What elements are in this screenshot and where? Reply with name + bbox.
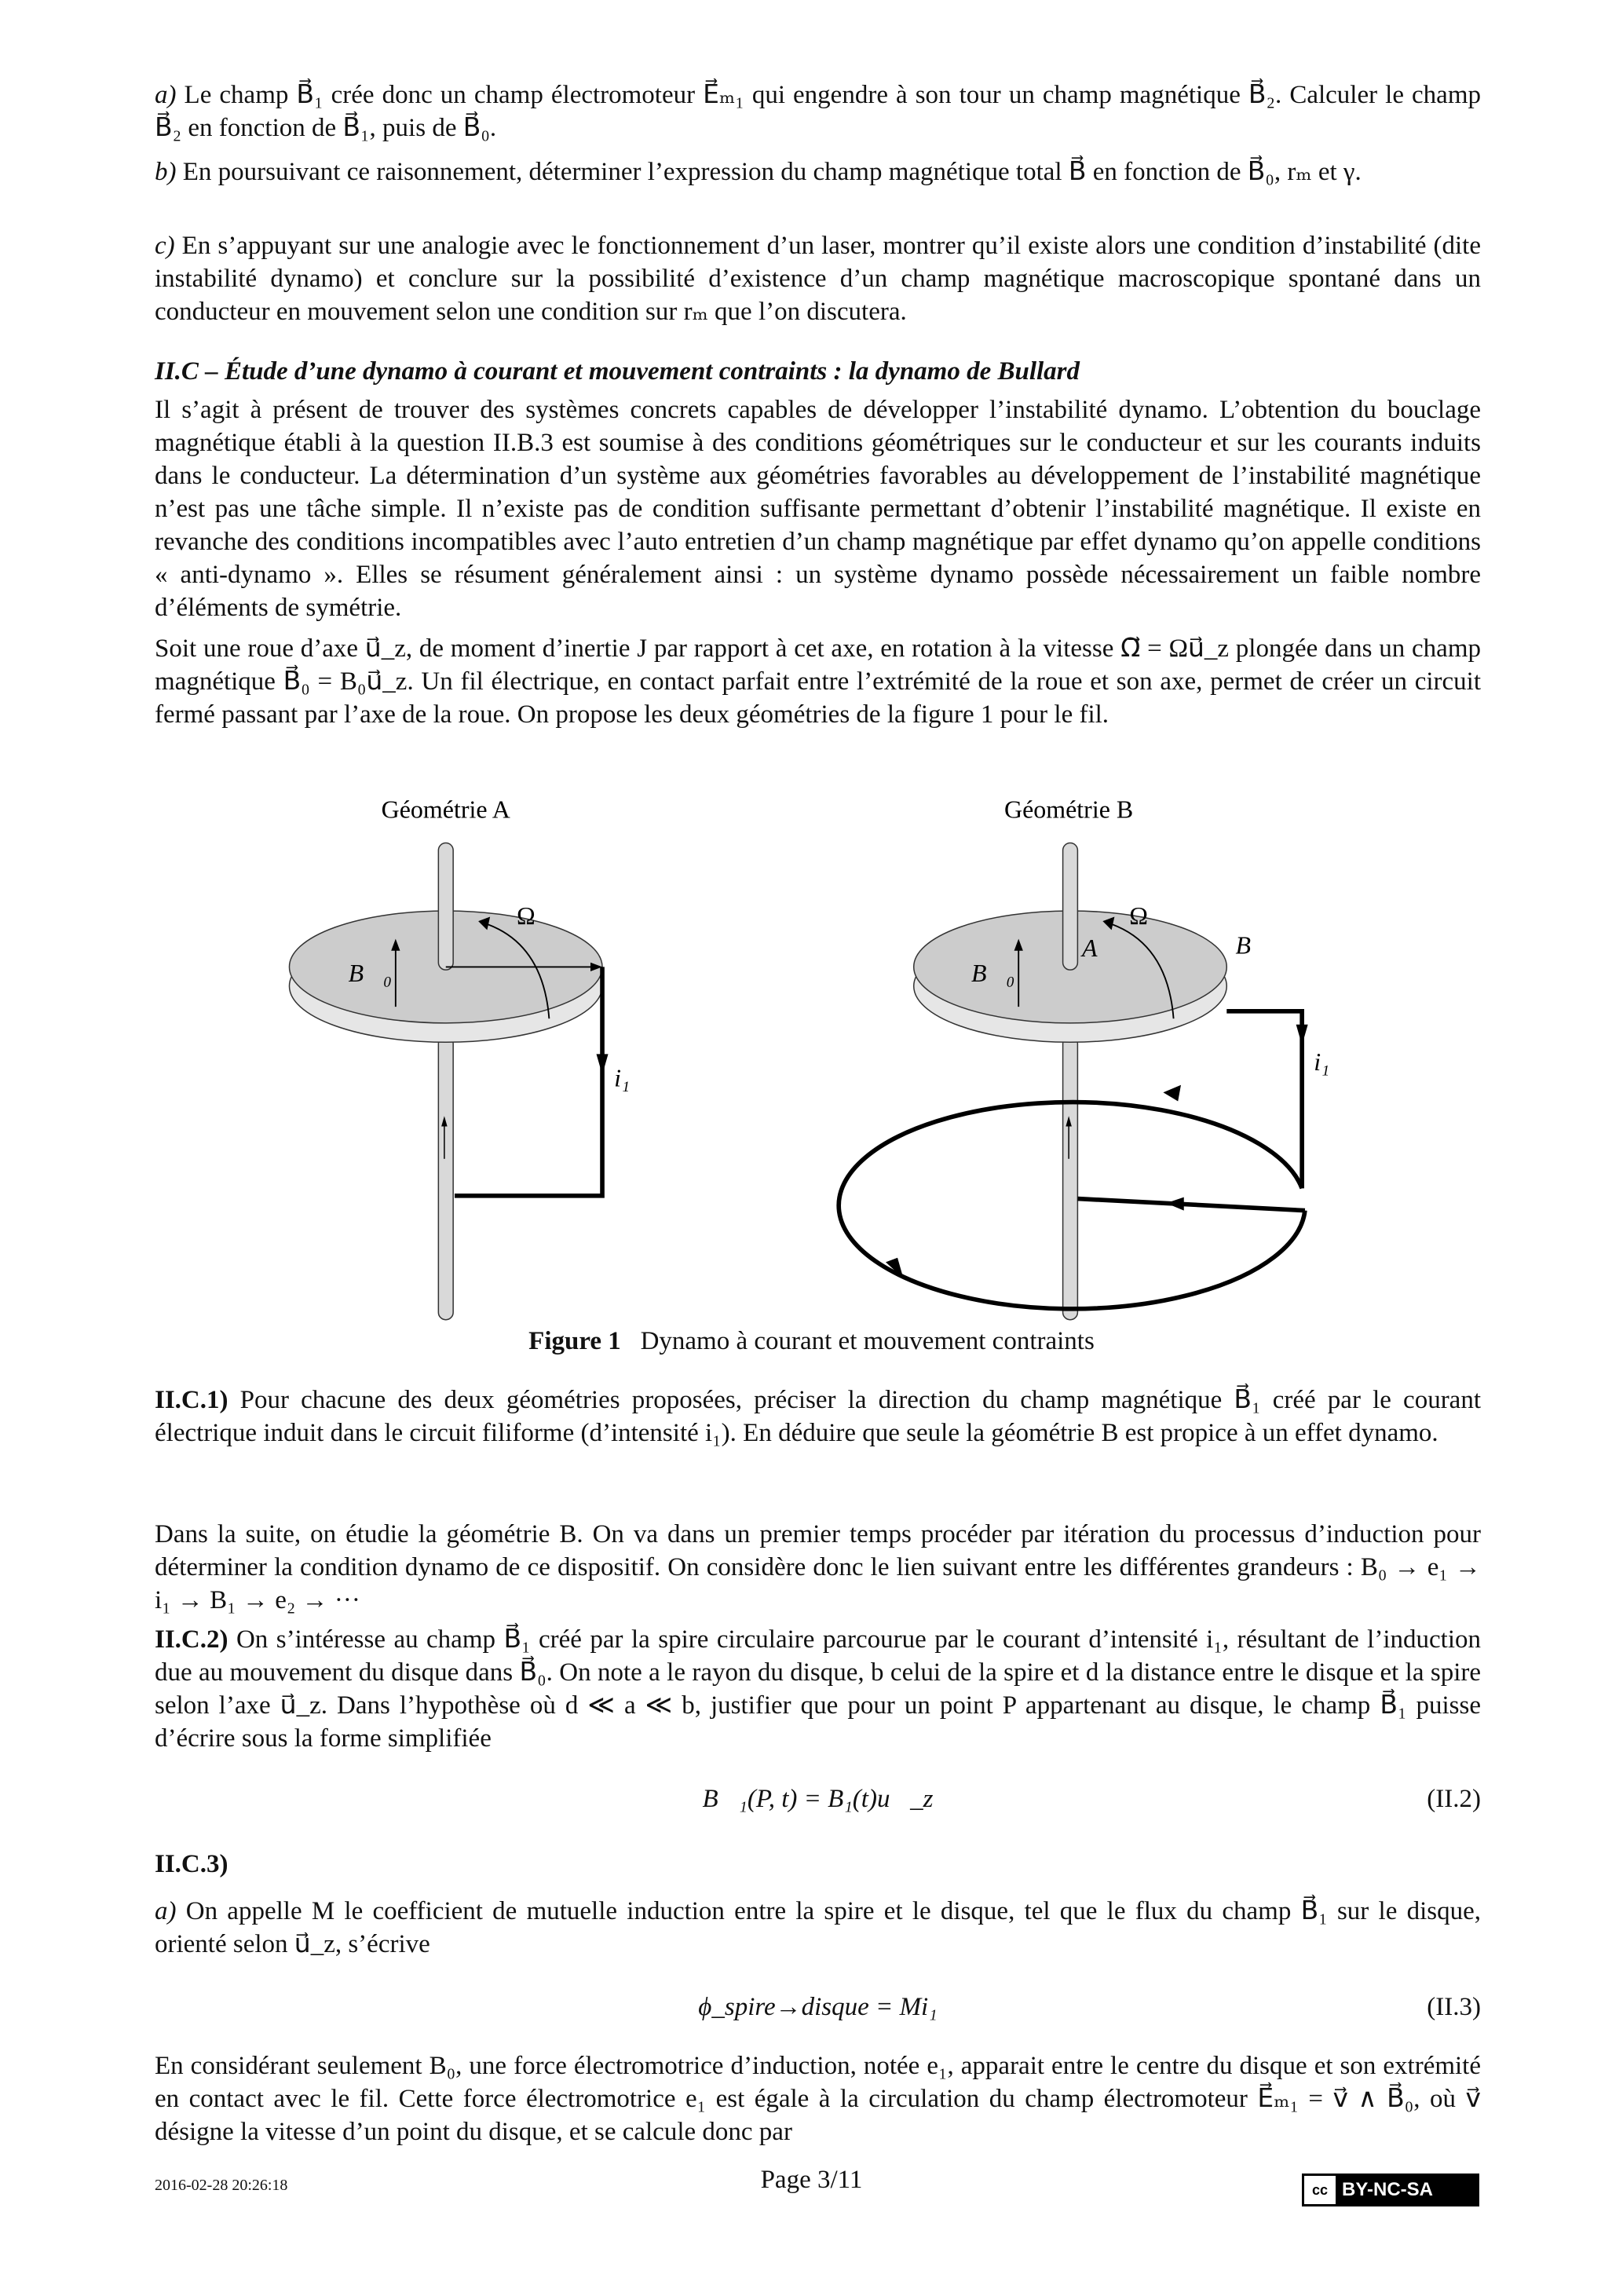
text-b: En poursuivant ce raisonnement, déterminer l’expression du champ magnétique total B⃗ en fonction de B⃗₀, rₘ et γ. bbox=[176, 158, 1362, 186]
figure-shape bbox=[1166, 1197, 1184, 1211]
creative-commons-icon: cc bbox=[1304, 2176, 1336, 2204]
equation-text: ϕ_spire→disque = Mi₁ bbox=[698, 1993, 938, 2021]
text-q1: Pour chacune des deux géométries proposées, préciser la direction du champ magnétique B⃗₁ créé par le courant électrique induit dans le circuit filiforme (d’intensité i₁). En déduire que seule la géométrie B est propice à un effet dynamo. bbox=[155, 1386, 1481, 1447]
caption-label: Figure 1 bbox=[528, 1327, 621, 1355]
figure-label: i₁ bbox=[614, 1064, 631, 1092]
figure-label: A bbox=[1082, 934, 1098, 963]
intro-paragraph: Il s’agit à présent de trouver des systèmes concrets capables de développer l’instabilité dynamo. L’obtention du bouclage magnétique établi à la question II.B.3 est soumise à des conditions géométriques sur le conducteur et sur les courants induits dans le conducteur. La détermination d’un système aux géométries favorables au développement de l’instabilité magnétique n’est pas une tâche simple. Il n’existe pas de condition suffisante permettant d’obtenir l’instabilité magnétique. Il existe en revanche des conditions incompatibles avec l’auto entretien d’un champ magnétique par effet dynamo qu’on appelle conditions « anti-dynamo ». Elles se résument généralement ainsi : un système dynamo possède nécessairement un faible nombre d’éléments de symétrie. bbox=[155, 396, 1481, 622]
title-geometry-a: Géométrie A bbox=[381, 795, 510, 824]
question-ii-c-3-a bbox=[155, 1895, 1481, 1961]
label-b: b) bbox=[155, 158, 177, 186]
geometry-a bbox=[289, 843, 630, 1319]
title-geometry-b: Géométrie B bbox=[1004, 795, 1134, 824]
license-badge bbox=[1302, 2174, 1479, 2206]
figure-label: Ω bbox=[1129, 901, 1148, 930]
figure-label: i₁ bbox=[1314, 1048, 1330, 1076]
figure-shape bbox=[1063, 1036, 1078, 1320]
figure-shape bbox=[1063, 843, 1078, 970]
figure-label: Ω bbox=[517, 901, 536, 930]
label-q1: II.C.1) bbox=[155, 1386, 228, 1414]
text-a: Le champ B⃗₁ crée donc un champ électromoteur E⃗ₘ₁ qui engendre à son tour un champ magnétique B⃗₂. Calculer le champ B⃗₂ en fonction de B⃗₁, puis de B⃗₀. bbox=[155, 81, 1481, 142]
question-ii-c-1 bbox=[155, 1384, 1481, 1450]
suite-paragraph: Dans la suite, on étudie la géométrie B. On va dans un premier temps procéder par itération du processus d’induction pour déterminer la condition dynamo de ce dispositif. On considère donc le lien suivant entre les différentes grandeurs : B₀ → e₁ → i₁ → B₁ → e₂ → ··· bbox=[155, 1520, 1481, 1614]
license-text: BY-NC-SA bbox=[1342, 2179, 1434, 2200]
figure-shape bbox=[1077, 1199, 1305, 1211]
figure-label: B⃗₀ bbox=[971, 960, 1015, 988]
figure-shape bbox=[289, 796, 1329, 1320]
current-arrow-icon bbox=[597, 1054, 609, 1074]
equation-text: B⃗₁(P, t) = B₁(t)u⃗_z bbox=[702, 1785, 934, 1813]
axle-lower bbox=[438, 1036, 453, 1320]
text-q2: On s’intéresse au champ B⃗₁ créé par la spire circulaire parcourue par le courant d’intensité i₁, résultant de l’induction due au mouvement du disque dans B⃗₀. On note a le rayon du disque, b celui de la spire et d la distance entre le disque et la spire selon l’axe u⃗_z. Dans l’hypothèse où d ≪ a ≪ b, justifier que pour un point P appartenant au disque, le champ B⃗₁ puisse d’écrire sous la forme simplifiée bbox=[155, 1625, 1481, 1753]
label-q2: II.C.2) bbox=[155, 1625, 228, 1654]
final-paragraph: En considérant seulement B₀, une force électromotrice d’induction, notée e₁, apparait entre le centre du disque et son extrémité en contact avec le fil. Cette force électromotrice e₁ est égale à la circulation du champ électromoteur E⃗ₘ₁ = v⃗ ∧ B⃗₀, où v⃗ désigne la vitesse d’un point du disque, et se calcule donc par bbox=[155, 2052, 1481, 2146]
caption-text: Dynamo à courant et mouvement contraints bbox=[640, 1327, 1095, 1355]
figure-label: B bbox=[1235, 931, 1252, 960]
figure-shape bbox=[1296, 1025, 1308, 1045]
figure-label: B⃗₀ bbox=[348, 960, 393, 988]
question-ii-c-3-heading: II.C.3) bbox=[155, 1850, 228, 1878]
wheel-paragraph: Soit une roue d’axe u⃗_z, de moment d’inertie J par rapport à cet axe, en rotation à la vitesse Ω⃗ = Ωu⃗_z plongée dans un champ magnétique B⃗₀ = B₀u⃗_z. Un fil électrique, en contact parfait entre l’extrémité de la roue et son axe, permet de créer un circuit fermé passant par l’axe de la roue. On propose les deux géométries de la figure 1 pour le fil. bbox=[155, 634, 1481, 729]
label-c: c) bbox=[155, 232, 175, 260]
footer-page-number: Page 3/11 bbox=[760, 2166, 863, 2194]
equation-number: (II.2) bbox=[1427, 1785, 1481, 1813]
label-a: a) bbox=[155, 81, 177, 109]
figure-shape bbox=[1163, 1085, 1181, 1102]
equation-number: (II.3) bbox=[1427, 1993, 1481, 2021]
figure-caption bbox=[0, 1327, 1623, 1356]
text-q3a: On appelle M le coefficient de mutuelle induction entre la spire et le disque, tel que le flux du champ B⃗₁ sur le disque, orienté selon u⃗_z, s’écrive bbox=[155, 1897, 1481, 1958]
figure-shape bbox=[1226, 1011, 1302, 1189]
axle-upper bbox=[438, 843, 453, 970]
text-c: En s’appuyant sur une analogie avec le fonctionnement d’un laser, montrer qu’il existe alors une condition d’instabilité (dite instabilité dynamo) et conclure sur la possibilité d’existence d’un champ magnétique macroscopique spontané dans un conducteur en mouvement selon une condition sur rₘ que l’on discutera. bbox=[155, 232, 1481, 326]
section-heading: II.C – Étude d’une dynamo à courant et mouvement contraints : la dynamo de Bullard bbox=[155, 357, 1080, 386]
question-ii-c-2 bbox=[155, 1623, 1481, 1755]
footer-timestamp: 2016-02-28 20:26:18 bbox=[155, 2177, 288, 2194]
label-q3a: a) bbox=[155, 1897, 177, 1925]
geometry-b bbox=[839, 843, 1329, 1319]
